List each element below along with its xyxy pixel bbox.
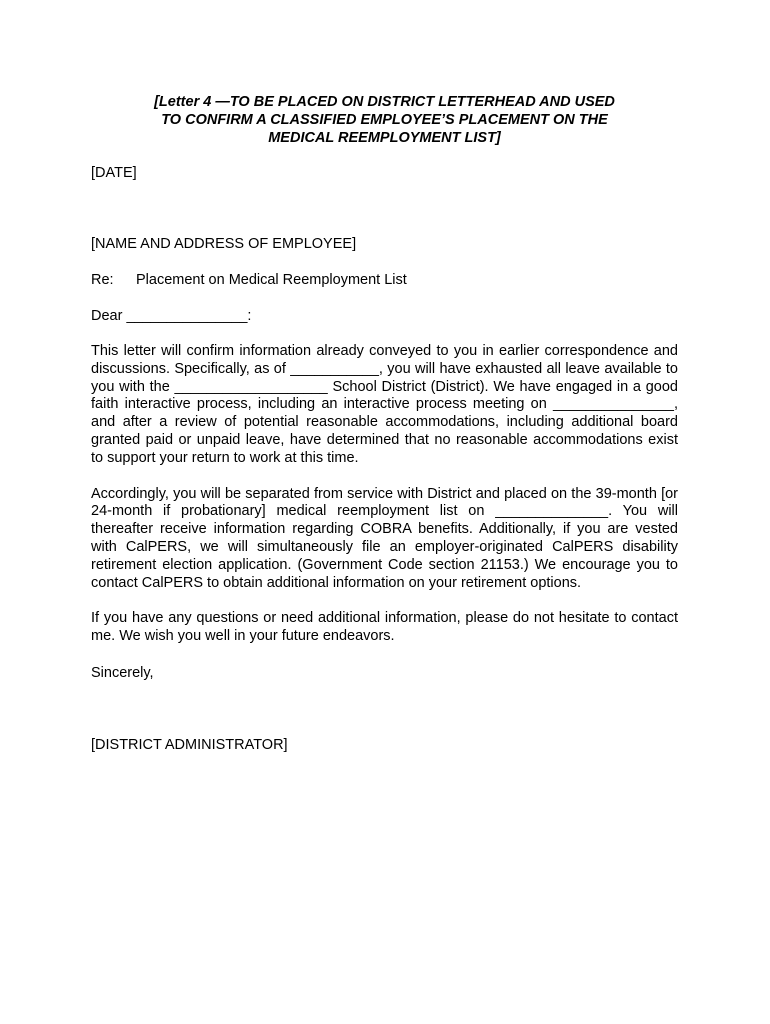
body-paragraph: If you have any questions or need additional information, please do not hesitate to contact me. We wish you well in your future endeavors. bbox=[91, 610, 678, 645]
date-placeholder: [DATE] bbox=[91, 165, 137, 181]
letter-page bbox=[91, 93, 678, 754]
employee-address-placeholder: [NAME AND ADDRESS OF EMPLOYEE] bbox=[91, 236, 357, 252]
body-paragraph: Accordingly, you will be separated from service with District and placed on the 39-month [or 24-month if probationary] medical reemployment list on ______________. You will thereafter receive information regarding COBRA benefits. Additionally, if you are vested with CalPERS, we will simultaneously file an employer-originated CalPERS disability retirement election application. (Government Code section 21153.) We encourage you to contact CalPERS to obtain additional information on your retirement options. bbox=[91, 485, 678, 591]
subject-line bbox=[91, 271, 678, 289]
closing: Sincerely, bbox=[91, 664, 154, 681]
subject-label: Re: bbox=[91, 272, 114, 288]
heading-line: [Letter 4 —TO BE PLACED ON DISTRICT LETTERHEAD AND USED bbox=[154, 94, 615, 110]
salutation: Dear _______________: bbox=[91, 308, 252, 324]
heading-line: MEDICAL REEMPLOYMENT LIST] bbox=[268, 130, 501, 146]
body-paragraph: This letter will confirm information already conveyed to you in earlier correspondence and discussions. Specifically, as of ___________, you will have exhausted all leave available to you with the ___________________ School District (District). We have engaged in a good faith interactive process, including an interactive process meeting on _______________, and after a review of potential reasonable accommodations, including additional board granted paid or unpaid leave, have determined that no reasonable accommodations exist to support your return to work at this time. bbox=[91, 343, 678, 466]
letter-heading bbox=[91, 93, 678, 147]
signatory-placeholder: [DISTRICT ADMINISTRATOR] bbox=[91, 736, 288, 753]
subject-text: Placement on Medical Reemployment List bbox=[136, 272, 407, 288]
heading-line: TO CONFIRM A CLASSIFIED EMPLOYEE’S PLACEMENT ON THE bbox=[161, 112, 608, 128]
